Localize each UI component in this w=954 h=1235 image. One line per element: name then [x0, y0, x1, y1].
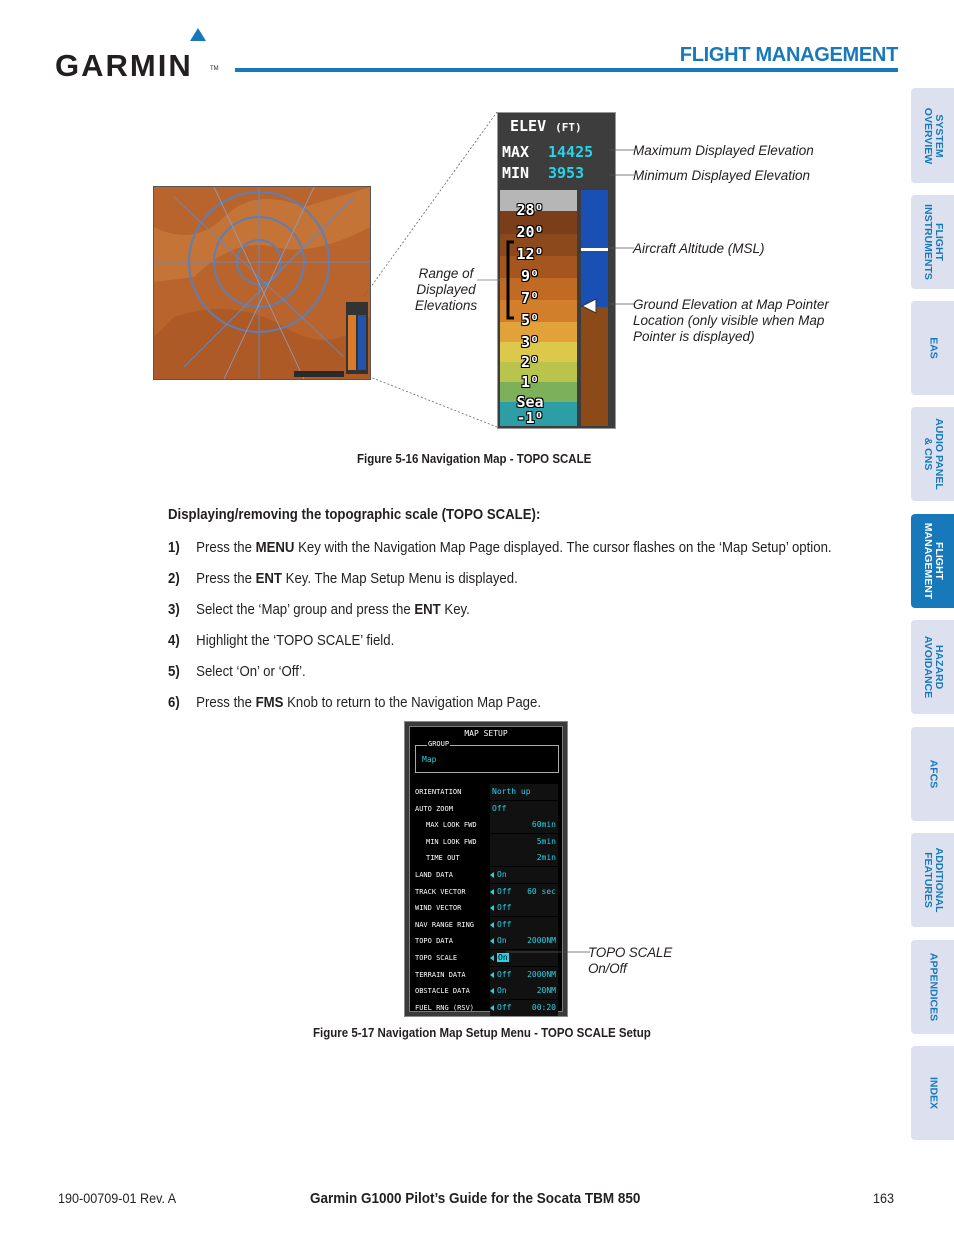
setup-row[interactable] [410, 834, 562, 850]
topo-scale-selected-value[interactable]: On [498, 953, 508, 962]
annotation-aircraft-altitude: Aircraft Altitude (MSL) [633, 241, 765, 256]
setup-row-label: MIN LOOK FWD [426, 837, 477, 846]
procedure-heading: Displaying/removing the topographic scale (TOPO SCALE): [168, 506, 541, 523]
setup-row[interactable] [410, 850, 562, 866]
footer-title: Garmin G1000 Pilot’s Guide for the Socata TBM 850 [310, 1190, 641, 1207]
min-label: MIN [502, 164, 530, 182]
tab-flight-instruments[interactable] [911, 195, 954, 289]
scale-label-200: 2⁰ [520, 353, 540, 371]
setup-row-value[interactable]: North up [492, 787, 531, 796]
step-number: 4) [168, 632, 180, 649]
setup-row-secondary-value[interactable]: 2000NM [527, 969, 556, 979]
elev-label: ELEV [510, 117, 547, 135]
annotation-topo-scale: TOPO SCALE On/Off [588, 945, 673, 976]
setup-row[interactable] [410, 817, 562, 833]
footer-page-number: 163 [873, 1190, 895, 1206]
setup-value-primary [492, 804, 506, 813]
left-arrow-icon [490, 905, 494, 911]
setup-row[interactable] [410, 1000, 562, 1016]
left-arrow-icon [490, 922, 494, 928]
setup-value-primary [497, 870, 507, 879]
tab-appendices[interactable] [911, 940, 954, 1034]
scale-label-1200: 12⁰ [516, 245, 544, 263]
step-text: Key. The Map Setup Menu is displayed. [281, 570, 518, 587]
setup-row[interactable] [410, 983, 562, 999]
setup-row-value[interactable]: Off [497, 903, 512, 913]
footer-doc-number: 190-00709-01 Rev. A [58, 1190, 177, 1206]
setup-row-label: ORIENTATION [415, 788, 462, 796]
tab-additional-features[interactable] [911, 833, 954, 927]
min-value: 3953 [548, 164, 585, 182]
setup-value-primary [497, 887, 511, 896]
tab-label: APPENDICES [927, 952, 939, 1022]
step-key: FMS [255, 694, 284, 711]
setup-row-value[interactable]: Off [497, 886, 512, 896]
setup-value-primary [497, 903, 511, 912]
procedure-step [168, 694, 541, 711]
setup-row-label: NAV RANGE RING [415, 920, 475, 929]
setup-row[interactable] [410, 900, 562, 916]
procedure-step [168, 539, 832, 556]
setup-row-label: LAND DATA [415, 871, 453, 879]
setup-row-label: FUEL RNG (RSV) [415, 1003, 475, 1012]
tab-label: HAZARD AVOIDANCE [921, 635, 945, 699]
setup-value-primary [497, 1003, 511, 1012]
setup-row[interactable] [410, 801, 562, 817]
elev-units: (FT) [555, 121, 582, 134]
tab-label: FLIGHT MANAGEMENT [921, 522, 945, 600]
group-value[interactable]: Map [422, 755, 437, 764]
map-graphics [154, 187, 370, 379]
map-setup-menu [404, 721, 568, 1017]
tab-label: FLIGHT INSTRUMENTS [921, 204, 945, 280]
setup-row-secondary-value[interactable]: 5min [536, 836, 556, 846]
tab-label: AUDIO PANEL & CNS [921, 418, 945, 490]
setup-row-label: OBSTACLE DATA [415, 987, 470, 996]
setup-row-value[interactable]: On [497, 936, 507, 946]
setup-value-primary [497, 936, 507, 945]
step-key: ENT [414, 601, 441, 618]
setup-row-secondary-value[interactable]: 2000NM [527, 936, 556, 946]
range-bracket-overlay [470, 230, 630, 330]
scale-label-700: 7⁰ [520, 289, 540, 307]
step-text: Key. [440, 601, 470, 618]
step-text: Press the [196, 570, 256, 587]
setup-value-primary [492, 787, 531, 796]
tab-label: INDEX [927, 1076, 939, 1110]
annotation-max-elevation: Maximum Displayed Elevation [633, 143, 814, 158]
setup-row[interactable] [410, 867, 562, 883]
setup-row-label: TOPO SCALE [415, 954, 458, 962]
setup-row[interactable] [410, 784, 562, 800]
setup-value-primary [497, 920, 511, 929]
menu-title: MAP SETUP [464, 729, 508, 738]
annotation-leaders [610, 140, 640, 320]
tab-label: EAS [927, 337, 939, 359]
tab-audio-panel-cns[interactable] [911, 407, 954, 501]
step-key: ENT [255, 570, 282, 587]
garmin-logo [55, 26, 220, 83]
step-number: 5) [168, 663, 180, 680]
setup-row-secondary-value[interactable]: 20NM [536, 986, 556, 996]
tab-label: SYSTEM OVERVIEW [921, 107, 945, 164]
max-label: MAX [502, 143, 530, 161]
step-key: MENU [255, 539, 295, 556]
section-title: FLIGHT MANAGEMENT [679, 44, 898, 66]
setup-value-primary [497, 970, 511, 979]
left-arrow-icon [490, 955, 494, 961]
left-arrow-icon [490, 938, 494, 944]
setup-row-value[interactable]: Off [497, 1002, 512, 1012]
setup-row-secondary-value[interactable]: 60min [531, 820, 556, 830]
left-arrow-icon [490, 1005, 494, 1011]
step-text: Press the [196, 694, 256, 711]
step-text: Select ‘On’ or ‘Off’. [196, 663, 306, 680]
step-text: Key with the Navigation Map Page displayed. The cursor flashes on the ‘Map Setup’ option. [294, 539, 832, 556]
scale-label-2000: 20⁰ [516, 223, 544, 241]
scale-label-minus-100: -1⁰ [516, 409, 544, 427]
setup-row-secondary-value[interactable]: 00:20 [531, 1002, 556, 1012]
procedure-step [168, 632, 394, 649]
setup-value-primary [497, 986, 507, 995]
figure-5-16-caption: Figure 5-16 Navigation Map - TOPO SCALE [357, 452, 592, 466]
left-arrow-icon [490, 872, 494, 878]
annotation-min-elevation: Minimum Displayed Elevation [633, 168, 811, 183]
setup-row-label: TRACK VECTOR [415, 887, 466, 896]
step-text: Highlight the ‘TOPO SCALE’ field. [196, 632, 395, 649]
setup-row-value[interactable]: On [497, 870, 507, 879]
setup-row[interactable] [410, 967, 562, 983]
logo-triangle-icon [190, 28, 206, 41]
left-arrow-icon [490, 988, 494, 994]
procedure-step [168, 601, 470, 618]
tab-eas[interactable] [911, 301, 954, 395]
max-elevation-row [502, 143, 594, 161]
setup-row-secondary-value[interactable]: 2min [536, 853, 556, 863]
procedure-step [168, 570, 518, 587]
scale-label-300: 3⁰ [520, 333, 540, 351]
tab-system-overview[interactable] [911, 88, 954, 183]
step-text: Press the [196, 539, 256, 556]
tab-index[interactable] [911, 1046, 954, 1140]
setup-row-value[interactable]: Off [497, 919, 512, 929]
tab-label: ADDITIONAL FEATURES [921, 847, 945, 913]
tab-flight-management[interactable] [911, 514, 954, 608]
setup-row-label: WIND VECTOR [415, 904, 462, 913]
step-number: 1) [168, 539, 180, 556]
left-arrow-icon [490, 889, 494, 895]
logo-trademark: TM [210, 66, 219, 72]
tab-label: AFCS [927, 759, 939, 789]
scale-label-2800: 28⁰ [516, 201, 544, 219]
group-label: GROUP [428, 740, 450, 748]
topo-scale-leader [506, 946, 596, 958]
max-value: 14425 [548, 143, 594, 161]
setup-row-value[interactable]: Off [492, 803, 507, 813]
step-text: Select the ‘Map’ group and press the [196, 601, 415, 618]
navigation-map-thumbnail [153, 186, 371, 380]
map-setup-window [409, 726, 563, 1012]
setup-row-label: AUTO ZOOM [415, 804, 453, 813]
setup-row-label: TOPO DATA [415, 937, 453, 946]
min-elevation-row [502, 164, 585, 182]
setup-row-label: MAX LOOK FWD [426, 821, 477, 830]
setup-row-value[interactable]: Off [497, 969, 512, 979]
setup-row-label: TIME OUT [426, 854, 460, 863]
annotation-range-of-elevations: Range of Displayed Elevations [414, 266, 478, 313]
step-text: Knob to return to the Navigation Map Page. [283, 694, 542, 711]
procedure-step [168, 663, 306, 680]
scale-label-900: 9⁰ [520, 267, 540, 285]
step-number: 3) [168, 601, 180, 618]
setup-row-value[interactable]: On [497, 986, 507, 996]
left-arrow-icon [490, 972, 494, 978]
figure-5-17-caption: Figure 5-17 Navigation Map Setup Menu - TOPO SCALE Setup [313, 1026, 651, 1040]
setup-row[interactable] [410, 917, 562, 933]
setup-row-secondary-value[interactable]: 60 sec [527, 886, 556, 896]
header-rule [235, 68, 898, 72]
logo-text: GARMIN [55, 48, 193, 83]
setup-row[interactable] [410, 884, 562, 900]
group-box [415, 745, 559, 773]
setup-row-label: TERRAIN DATA [415, 970, 466, 979]
tab-hazard-avoidance[interactable] [911, 620, 954, 714]
scale-label-100: 1⁰ [520, 373, 540, 391]
scale-label-500: 5⁰ [520, 311, 540, 329]
annotation-ground-elevation: Ground Elevation at Map Pointer Location (only visible when Map Pointer is displayed) [633, 297, 829, 344]
tab-afcs[interactable] [911, 727, 954, 821]
scale-label-sea: Sea [516, 393, 544, 411]
step-number: 6) [168, 694, 180, 711]
step-number: 2) [168, 570, 180, 587]
elev-title [510, 117, 582, 135]
